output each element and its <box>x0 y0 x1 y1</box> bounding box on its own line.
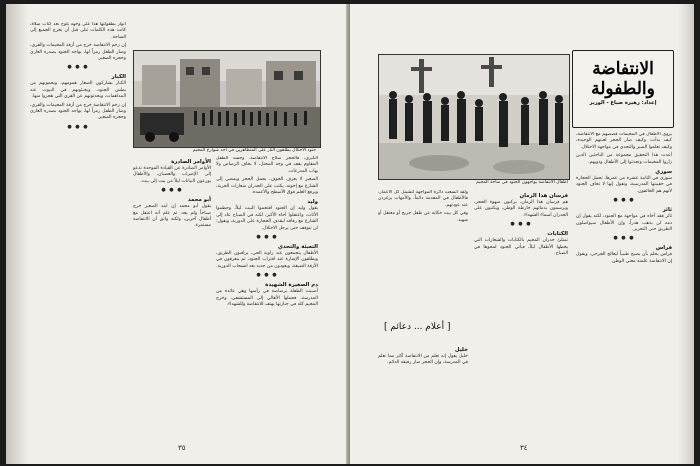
paragraph: يقول وليد إن الجنود اقتحموا البيت ليلاً، وحطموا الأثاث، واعتقلوا أخاه الأكبر، لكنه في الصباح عاد إلى الشارع مع رفاقه ليقذف الحجارة على الدورية، ويقول: لن نتوقف حتى يرحل الاحتلال. <box>216 206 318 231</box>
section-heading: التعبئة والتحدي <box>277 244 318 251</box>
right-page <box>350 4 694 464</box>
section-heading: فرسان هذا الزمان <box>519 193 568 199</box>
section-heading: أبو محمد <box>187 197 211 204</box>
column-middle <box>133 156 211 436</box>
section-heading: الكبار <box>111 74 126 81</box>
paragraph: الكبرى، فالحجر سلاح الانتفاضة، وجسد الطفل المقاوم يقف في وجه المحتل، لا يخاف الرصاص ولا يهاب المدرعات. <box>216 156 318 174</box>
page-number: ٣٤ <box>520 444 528 452</box>
article-title: الانتفاضة والطفولة <box>591 59 655 99</box>
page-shadow <box>6 4 28 464</box>
paragraph: تمتلئ جدران المخيم بالكتابات والشعارات التي يخطها الأطفال ليلاً، فيأتي الجنود لمحوها في الصباح. <box>474 238 568 257</box>
left-page <box>6 4 348 464</box>
paragraph: يقول أبو محمد إن ابنه الصغير خرج صباحاً ولم يعد، ثم علم أنه اعتقل مع أطفال آخرين، ولكنه واثق أن الانتفاضة مستمرة. <box>133 204 211 229</box>
section-heading: سوزي <box>655 169 672 176</box>
column-right <box>576 132 672 450</box>
paragraph: الأوامر الصادرة عن القيادة الموحدة تدعو إلى الإضراب والعصيان، والأطفال يوزعون البيانات ليلاً من بيت إلى بيت. <box>133 166 211 184</box>
separator: ● ● ● <box>67 123 89 130</box>
separator: ● ● ● <box>510 221 532 228</box>
paragraph: الأطفال يتجمعون عند زاوية الحي، يراقبون الطريق، ويطلقون الإشارة عند اقتراب الجنود، ثم يتفرقون في الأزقة الضيقة، ويعودون من جديد بعد انسحاب الدورية. <box>216 251 318 269</box>
separator: ● ● ● <box>67 64 89 71</box>
paragraph: ثائر فقد أخاه في مواجهة مع الجنود، لكنه يقول إن دمه لن يذهب هدراً، وإن الأطفال سيواصلون الطريق حتى التحرير. <box>576 214 672 233</box>
paragraph: هم فرسان هذا الزمان، يركبون صهوة الحجر، ويرسمون بدمائهم خارطة الوطن، ويكتبون على الجدران أسماء الشهداء. <box>474 200 568 218</box>
separator: ● ● ● <box>613 235 635 242</box>
separator: ● ● ● <box>256 272 278 279</box>
section-heading: فراس <box>655 245 672 252</box>
paragraph: إن زخم الانتفاضة خرج من أزقة المخيمات والقرى، وصار الطفل رمزاً لها، يواجه الجنود بصدره العاري وحجره الصغير. <box>30 102 126 121</box>
article-byline: إعداد: زهيرة صباغ - الوزير <box>589 100 657 106</box>
magazine-spread <box>6 4 694 464</box>
paragraph: أعدت هذا التحقيق مجموعة من الباحثين الذين زاروا المخيمات وتحدثوا إلى الأطفال وذويهم. <box>576 153 672 165</box>
street-photo <box>133 50 321 148</box>
paragraph: وفي كل بيت حكاية عن طفل جريح أو معتقل أو شهيد. <box>378 211 468 223</box>
separator: ● ● ● <box>613 197 635 204</box>
column-left-top <box>378 190 468 306</box>
photo-caption: جنود الاحتلال يطلقون النار على المتظاهرين في أحد شوارع المخيم <box>192 148 316 153</box>
paragraph: الصغير لا يعرف الخوف، يحمل الحجر ويمضي إلى الشارع مع إخوته، يكتب على الجدران شعارات الحرية، ويرفع العلم فوق الأسطح والأعمدة. <box>216 177 318 196</box>
page-number: ٣٥ <box>178 444 186 452</box>
separator: ● ● ● <box>161 187 183 194</box>
paragraph: أصيبت الطفلة برصاصة في رأسها وهي عائدة من المدرسة، فحملها الأهالي إلى المستشفى، وخرج المخيم كله في جنازتها يهتف للانتفاضة وللشهداء. <box>216 289 318 308</box>
section-heading: الأوامر الصادرة <box>171 159 211 165</box>
paragraph: أنوار بطفولتها هذا على وجهه يلوح بعد كتاب صلاة، كانت هذه الكلمات تتلى قبل أن يخرج الجميع إلى الساحة. <box>30 22 126 40</box>
paragraph: يروي الأطفال في المخيمات قصصهم مع الانتفاضة، كيف بدأت، وكيف صار الحجر لعبتهم الوحيدة، وكيف تعلموا الصبر والتحدي في مواجهة الاحتلال. <box>576 132 672 150</box>
column-left <box>30 22 126 436</box>
section-heading: ثائر <box>662 207 672 214</box>
paragraph: سوزي في الثانية عشرة من عمرها، تحمل الحجارة في حقيبتها المدرسية، وتقول إنها لا تخاف الجنود لأنهم هم الخائفون. <box>576 176 672 194</box>
paragraph: ولقد اتسعت دائرة المواجهة لتشمل كل الأعمار، فالأطفال في المقدمة دائماً، والأمهات يزغردن عند عودتهم. <box>378 190 468 208</box>
paragraph: الكبار يشاركون الصغار همومهم، ويحمونهم من بطش الجنود، ويخبئونهم في البيوت عند المداهمات، ويحدثونهم عن القرى التي هجروا منها. <box>30 81 126 100</box>
paragraph: إن زخم الانتفاضة خرج من أزقة المخيمات والقرى، وصار الطفل رمزاً لها، يواجه الجنود بصدره العاري وحجره الصغير. <box>30 43 126 62</box>
column-middle <box>474 190 568 440</box>
paragraph: خليل يقول إنه تعلم من الانتفاضة أكثر مما تعلم في المدرسة، وإن الحجر صار رفيقه الدائم. <box>378 354 468 366</box>
section-heading: الكتابات <box>547 231 568 238</box>
pull-quote: [ أعلام ... دعائم ] <box>384 322 451 332</box>
section-heading: وليد <box>307 199 318 206</box>
paragraph: فراس يحلم بأن يصبح طبيباً ليعالج الجرحى، ويقول إن الانتفاضة علمته معنى الوطن. <box>576 252 672 264</box>
crowd-photo <box>378 54 570 180</box>
article-title-box <box>572 50 674 128</box>
section-heading: خليل <box>454 347 468 353</box>
photo-caption: أطفال الانتفاضة يواجهون الجنود في ساحة المخيم <box>476 180 568 185</box>
column-left-bottom <box>378 344 468 440</box>
section-heading: دم الصغيرة الشهيدة <box>265 282 318 289</box>
column-right <box>216 156 318 436</box>
page-shadow <box>678 4 694 464</box>
separator: ● ● ● <box>256 234 278 241</box>
